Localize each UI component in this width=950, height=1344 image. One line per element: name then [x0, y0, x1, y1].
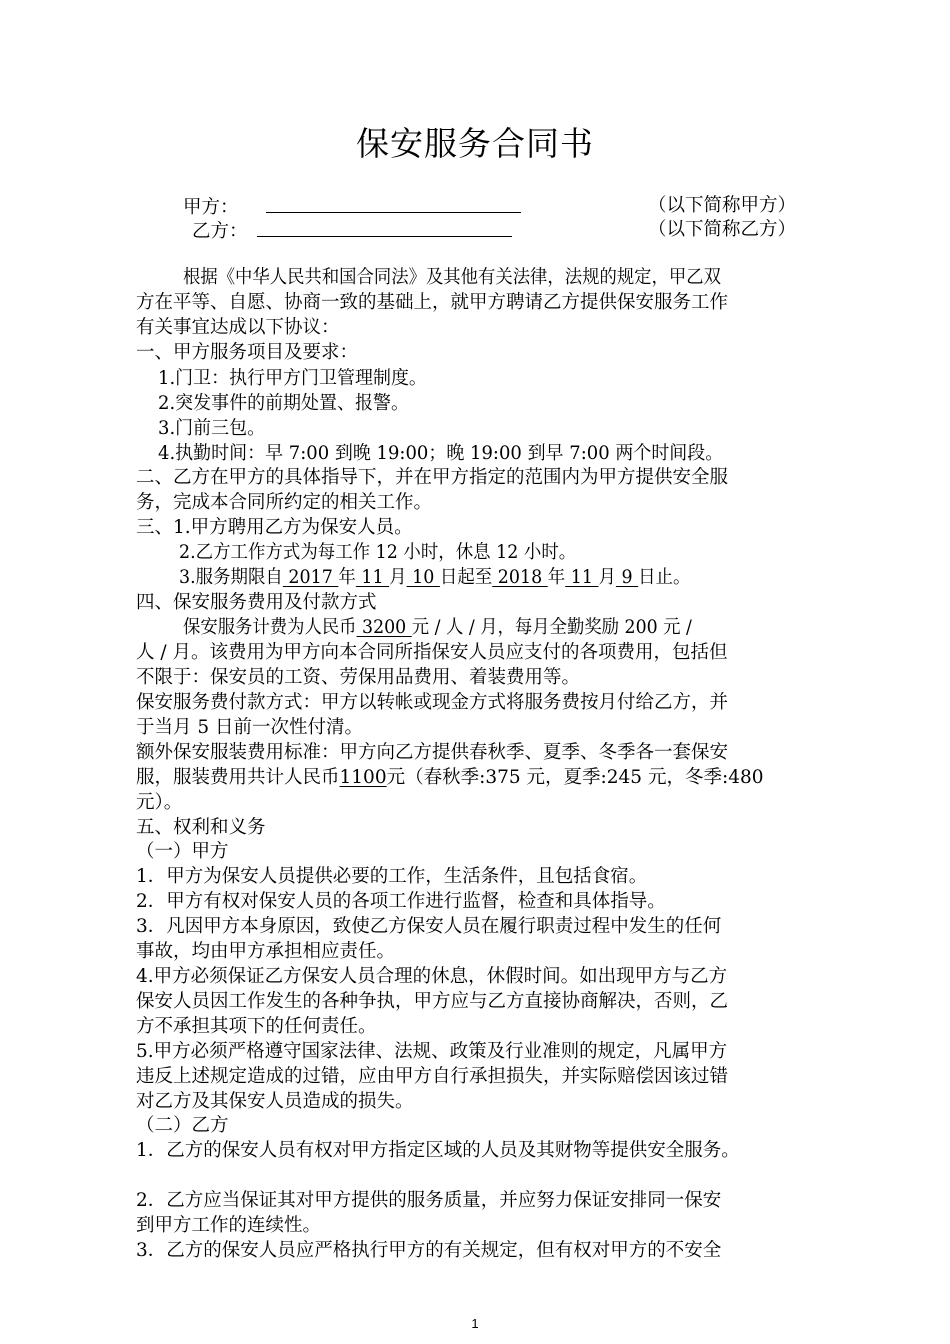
body-line: 1．甲方为保安人员提供必要的工作，生活条件，且包括食宿。: [136, 866, 648, 887]
text-span: 日起至: [439, 567, 493, 588]
body-line: 方不承担其项下的任何责任。: [136, 1016, 377, 1037]
body-line: 2．甲方有权对保安人员的各项工作进行监督，检查和具体指导。: [136, 891, 666, 912]
start-day: 10: [406, 567, 440, 588]
section-heading-5: 五、权利和义务: [136, 817, 266, 838]
body-line: 方在平等、自愿、协商一致的基础上，就甲方聘请乙方提供保安服务工作: [136, 292, 729, 313]
list-item: 2.乙方工作方式为每工作 12 小时，休息 12 小时。: [179, 542, 577, 563]
party-a-note: （以下简称甲方）: [648, 195, 797, 216]
text-span: 年: [338, 567, 356, 588]
page-number: 1: [471, 1316, 479, 1331]
body-line: 5.甲方必须严格遵守国家法律、法规、政策及行业准则的规定，凡属甲方: [136, 1041, 728, 1062]
party-a-row: [183, 194, 521, 220]
body-line: 2．乙方应当保证其对甲方提供的服务质量，并应努力保证安排同一保安: [136, 1190, 722, 1211]
body-line: 根据《中华人民共和国合同法》及其他有关法律，法规的规定，甲乙双: [183, 267, 721, 288]
party-b-row: [192, 218, 512, 244]
start-year: 2017: [282, 567, 339, 588]
body-line: 4.甲方必须保证乙方保安人员合理的休息，休假时间。如出现甲方与乙方: [136, 966, 728, 987]
list-item: 2.突发事件的前期处置、报警。: [158, 393, 409, 414]
body-line: 于当月 5 日前一次性付清。: [136, 717, 364, 738]
body-line: 3．凡因甲方本身原因，致使乙方保安人员在履行职责过程中发生的任何: [136, 916, 722, 937]
body-line: 1．乙方的保安人员有权对甲方指定区域的人员及其财物等提供安全服务。: [136, 1140, 740, 1161]
uniform-fee: 1100: [339, 767, 387, 788]
body-line: 保安服务费付款方式：甲方以转帐或现金方式将服务费按月付给乙方，并: [136, 692, 729, 713]
fee-line: [183, 616, 858, 640]
section-heading-2: 二、乙方在甲方的具体指导下，并在甲方指定的范围内为甲方提供安全服: [136, 467, 729, 488]
document-title: 保安服务合同书: [356, 124, 594, 163]
text-span: 元（春秋季:375 元，夏季:245 元，冬季:480: [386, 767, 764, 788]
body-line: 事故，均由甲方承担相应责任。: [136, 941, 396, 962]
list-item: 1.门卫：执行甲方门卫管理制度。: [158, 368, 427, 389]
party-b-blank: [257, 218, 512, 237]
text-span: 年: [547, 567, 566, 588]
monthly-fee: 3200: [356, 617, 412, 638]
body-line: 违反上述规定造成的过错，应由甲方自行承担损失，并实际赔偿因该过错: [136, 1066, 729, 1087]
end-month: 11: [565, 567, 599, 588]
party-b-note: （以下简称乙方）: [648, 219, 797, 240]
text-span: 3.服务期限自: [179, 567, 283, 588]
party-b-label: 乙方：: [192, 221, 248, 242]
subsection-heading-b: （二）乙方: [136, 1115, 229, 1136]
body-line: 到甲方工作的连续性。: [136, 1215, 322, 1236]
text-span: 保安服务计费为人民币: [183, 617, 357, 638]
uniform-fee-line: [136, 766, 856, 790]
text-span: 月: [389, 567, 407, 588]
body-line: 不限于：保安员的工资、劳保用品费用、着装费用等。: [136, 667, 581, 688]
text-span: 月: [598, 567, 616, 588]
body-line: 3．乙方的保安人员应严格执行甲方的有关规定，但有权对甲方的不安全: [136, 1240, 722, 1261]
body-line: 元）。: [136, 792, 183, 813]
start-month: 11: [355, 567, 390, 588]
body-line: 务，完成本合同所约定的相关工作。: [136, 492, 433, 513]
end-day: 9: [615, 567, 639, 588]
body-line: 额外保安服装费用标准：甲方向乙方提供春秋季、夏季、冬季各一套保安: [136, 742, 729, 763]
list-item: 4.执勤时间：早 7:00 到晚 19:00；晚 19:00 到早 7:00 两个时间段。: [158, 443, 724, 464]
service-period-line: [179, 566, 858, 590]
body-line: 人 / 月。该费用为甲方向本合同所指保安人员应支付的各项费用，包括但: [136, 642, 728, 663]
party-a-blank: [266, 194, 521, 213]
body-line: 对乙方及其保安人员造成的损失。: [136, 1091, 414, 1112]
body-line: 有关事宜达成以下协议：: [136, 317, 340, 338]
party-a-label: 甲方：: [183, 197, 239, 218]
text-span: 日止。: [638, 567, 691, 588]
text-span: 元 / 人 / 月，每月全勤奖励 200 元 /: [411, 617, 692, 638]
section-heading-3: 三、1.甲方聘用乙方为保安人员。: [136, 517, 413, 538]
text-span: 服，服装费用共计人民币: [136, 767, 340, 788]
section-heading-1: 一、甲方服务项目及要求：: [136, 342, 359, 363]
body-line: 保安人员因工作发生的各种争执，甲方应与乙方直接协商解决，否则，乙: [136, 991, 729, 1012]
end-year: 2018: [492, 567, 548, 588]
section-heading-4: 四、保安服务费用及付款方式: [136, 592, 377, 613]
subsection-heading-a: （一）甲方: [136, 841, 229, 862]
list-item: 3.门前三包。: [158, 418, 266, 439]
